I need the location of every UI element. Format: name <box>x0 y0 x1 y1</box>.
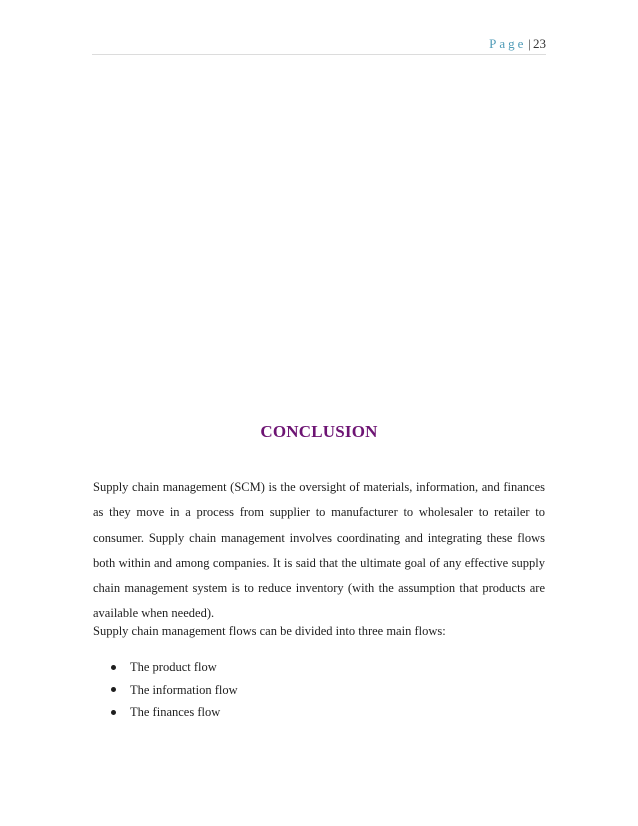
list-item-label: The finances flow <box>130 705 221 719</box>
page-separator: | <box>528 36 531 51</box>
bullet-icon <box>111 687 116 692</box>
paragraph-flows: Supply chain management flows can be divided into three main flows: <box>93 624 446 638</box>
section-title: CONCLUSION <box>260 422 378 441</box>
list-item <box>111 701 238 724</box>
bullet-icon <box>111 665 116 670</box>
page-header <box>489 36 546 52</box>
list-item <box>111 679 238 702</box>
page-label: Page <box>489 36 527 51</box>
page-number: 23 <box>533 36 546 51</box>
bullet-icon <box>111 710 116 715</box>
header-divider <box>92 54 546 55</box>
list-item <box>111 656 238 679</box>
list-item-label: The information flow <box>130 682 238 697</box>
list-item-label: The product flow <box>130 660 217 674</box>
flows-list <box>111 656 238 724</box>
paragraph-intro: Supply chain management (SCM) is the oversight of materials, information, and finances as they move in a process from supplier to manufacturer to wholesaler to retailer to consumer. Supply chain management involves coordinating and integrating these flows both within and among companies. It is said that the ultimate goal of any effective supply chain management system is to reduce inventory (with the assumption that products are available when needed). <box>93 480 545 621</box>
